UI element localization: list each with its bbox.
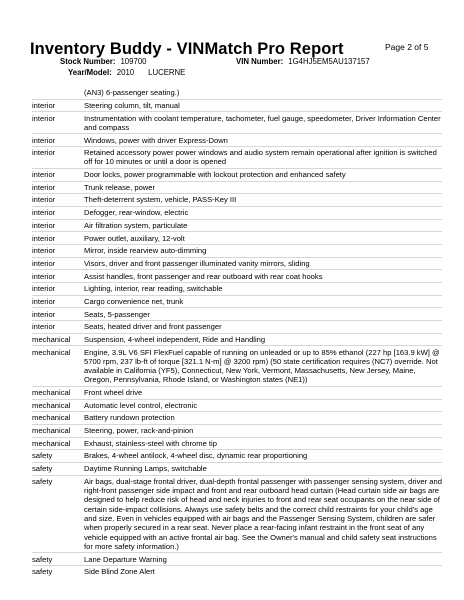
description-cell: Retained accessory power power windows and audio system remain operational after ignition is switched off for 10 minutes or until a door is opened xyxy=(84,148,437,167)
description-cell: Exhaust, stainless-steel with chrome tip xyxy=(84,438,217,448)
category-cell: interior xyxy=(32,284,56,294)
description-cell: Automatic level control, electronic xyxy=(84,400,198,410)
category-cell: interior xyxy=(32,296,56,306)
category-cell: interior xyxy=(32,220,56,230)
vin-number-label: VIN Number: xyxy=(236,57,284,66)
table-row xyxy=(32,220,442,233)
description-cell: (AN3) 6-passenger seating.) xyxy=(84,88,180,98)
table-row xyxy=(32,412,442,425)
category-cell: interior xyxy=(32,258,56,268)
table-row xyxy=(32,182,442,195)
description-cell: Power outlet, auxiliary, 12-volt xyxy=(84,233,185,243)
table-row xyxy=(32,258,442,271)
description-cell: Steering, power, rack-and-pinion xyxy=(84,426,194,436)
category-cell: safety xyxy=(32,476,53,486)
table-row xyxy=(32,194,442,207)
category-cell: interior xyxy=(32,195,56,205)
category-cell: interior xyxy=(32,148,56,158)
table-row xyxy=(32,321,442,334)
description-cell: Defogger, rear-window, electric xyxy=(84,208,189,218)
description-cell: Daytime Running Lamps, switchable xyxy=(84,464,207,474)
description-cell: Side Blind Zone Alert xyxy=(84,567,155,577)
table-row xyxy=(32,308,442,321)
description-cell: Instrumentation with coolant temperature, tachometer, fuel gauge, speedometer, Driver Information Center and compass xyxy=(84,113,441,132)
table-row xyxy=(32,553,442,566)
category-cell: mechanical xyxy=(32,334,71,344)
table-row xyxy=(32,463,442,476)
table-row xyxy=(32,207,442,220)
category-cell: interior xyxy=(32,113,56,123)
stock-number-value: 109700 xyxy=(120,57,147,66)
description-cell: Windows, power with driver Express-Down xyxy=(84,135,228,145)
table-row xyxy=(32,450,442,463)
category-cell: mechanical xyxy=(32,413,71,423)
description-cell: Trunk release, power xyxy=(84,182,156,192)
table-row xyxy=(32,134,442,147)
description-cell: Mirror, inside rearview auto-dimming xyxy=(84,246,207,256)
description-cell: Engine, 3.9L V6 SFI FlexFuel capable of running on unleaded or up to 85% ethanol (227 hp [163.9 kW] @ 5700 rpm, 237 lb-ft of torque [321.1 N-m] @ 3200 rpm) (50 state certification requires (NC7) override. Not available in California (YF5), Connecticut, New York, Vermont, Massachusetts, New Jersey, Maine, Oregon, Pennsylvania, Rhode Island, or Washington states (NE1)) xyxy=(84,347,440,385)
description-cell: Air filtration system, particulate xyxy=(84,220,188,230)
table-row xyxy=(32,270,442,283)
table-row xyxy=(32,438,442,451)
table-row xyxy=(32,425,442,438)
table-row xyxy=(32,147,442,169)
category-cell: interior xyxy=(32,182,56,192)
description-cell: Steering column, tilt, manual xyxy=(84,100,180,110)
category-cell: safety xyxy=(32,464,53,474)
category-cell: interior xyxy=(32,135,56,145)
description-cell: Lighting, interior, rear reading, switchable xyxy=(84,284,223,294)
description-cell: Lane Departure Warning xyxy=(84,554,167,564)
category-cell: mechanical xyxy=(32,400,71,410)
stock-number-label: Stock Number: xyxy=(60,57,116,66)
description-cell: Suspension, 4-wheel independent, Ride and Handling xyxy=(84,334,266,344)
table-row xyxy=(32,296,442,309)
table-row xyxy=(32,387,442,400)
table-row xyxy=(32,334,442,347)
vin-number-field xyxy=(236,57,370,66)
category-cell: interior xyxy=(32,309,56,319)
table-row xyxy=(32,283,442,296)
description-cell: Door locks, power programmable with lockout protection and enhanced safety xyxy=(84,170,346,180)
description-cell: Visors, driver and front passenger illuminated vanity mirrors, sliding xyxy=(84,258,310,268)
table-row xyxy=(32,346,442,387)
category-cell: interior xyxy=(32,233,56,243)
description-cell: Seats, heated driver and front passenger xyxy=(84,322,222,332)
description-cell: Front wheel drive xyxy=(84,388,143,398)
category-cell xyxy=(32,88,84,97)
year-value: 2010 xyxy=(116,68,135,77)
category-cell: safety xyxy=(32,567,53,577)
stock-number-field xyxy=(60,57,147,66)
category-cell: mechanical xyxy=(32,438,71,448)
description-cell: Theft-deterrent system, vehicle, PASS-Key III xyxy=(84,195,237,205)
description-cell: Seats, 5-passenger xyxy=(84,309,150,319)
description-cell: Battery rundown protection xyxy=(84,413,175,423)
year-model-label: Year/Model: xyxy=(68,68,112,77)
description-cell: Assist handles, front passenger and rear outboard with rear coat hooks xyxy=(84,271,323,281)
equipment-table xyxy=(32,87,442,578)
model-value: LUCERNE xyxy=(148,68,186,77)
category-cell: safety xyxy=(32,554,53,564)
table-row xyxy=(32,112,442,134)
table-row xyxy=(32,400,442,413)
category-cell: mechanical xyxy=(32,426,71,436)
page-number: Page 2 of 5 xyxy=(385,42,429,52)
category-cell: safety xyxy=(32,451,53,461)
vin-number-value: 1G4HJ5EM5AU137157 xyxy=(288,57,370,66)
table-row xyxy=(32,87,442,100)
description-cell: Cargo convenience net, trunk xyxy=(84,296,184,306)
category-cell: interior xyxy=(32,208,56,218)
category-cell: interior xyxy=(32,100,56,110)
table-row xyxy=(32,476,442,554)
category-cell: interior xyxy=(32,271,56,281)
category-cell: mechanical xyxy=(32,388,71,398)
year-model-field xyxy=(68,68,185,77)
category-cell: interior xyxy=(32,170,56,180)
table-row xyxy=(32,232,442,245)
category-cell: mechanical xyxy=(32,347,71,357)
description-cell: Air bags, dual-stage frontal driver, dual-depth frontal passenger with passenger sensing system, driver and right-front passenger side impact and front and rear outboard head curtain (Head curtain side air bags are designed to help reduce risk of head and neck injuries to front and rear seat occupants on the near side of certain side-impact collisions. Always use safety belts and the correct child restraints for your child's age and size. Even in vehicles equipped with air bags and the Passenger Sensing System, children are safer when properly secured in a rear seat. Never place a rear-facing infant restraint in the front seat of any vehicle equipped with an active frontal air bag. See the Owner's manual and child safety seat instructions for more safety information.) xyxy=(84,476,442,551)
category-cell: interior xyxy=(32,246,56,256)
table-row xyxy=(32,566,442,578)
table-row xyxy=(32,169,442,182)
description-cell: Brakes, 4-wheel antilock, 4-wheel disc, dynamic rear proportioning xyxy=(84,451,308,461)
table-row xyxy=(32,245,442,258)
table-row xyxy=(32,100,442,113)
report-title: Inventory Buddy - VINMatch Pro Report xyxy=(30,40,344,58)
category-cell: interior xyxy=(32,322,56,332)
